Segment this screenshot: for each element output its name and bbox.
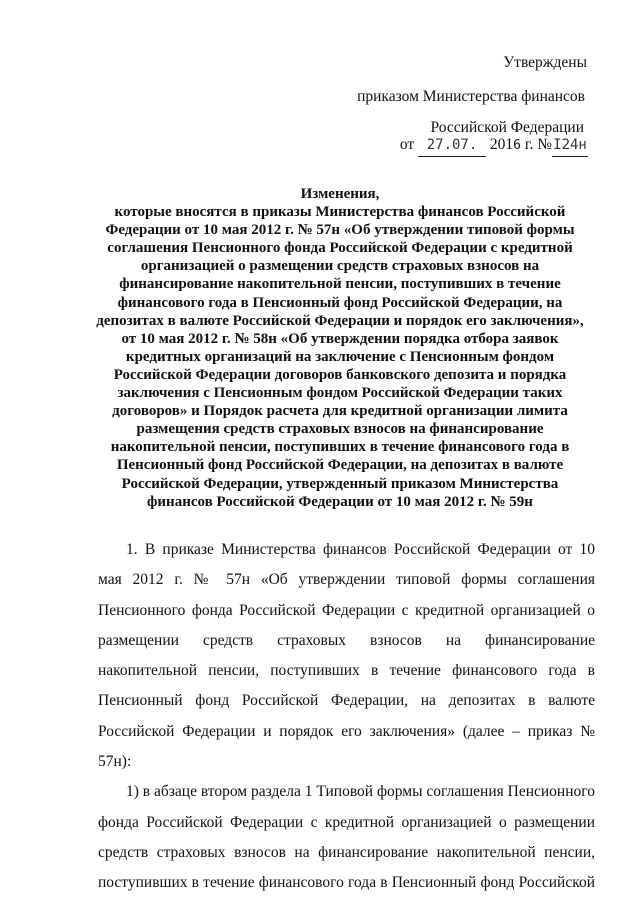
year-suffix: г. № bbox=[524, 136, 552, 153]
approval-date-line bbox=[400, 134, 588, 157]
approval-order-of bbox=[357, 86, 585, 108]
paragraph-1: 1. В приказе Министерства финансов Российской Федерации от 10 мая 2012 г. № 57н «Об утверждении типовой формы соглашения Пенсионного фонда Российской Федерации с кредитной организацией о размещении средств страховых взносов на финансирование накопительной пенсии, поступивших в течение финансового года в Пенсионный фонд Российской Федерации, на депозитах в валюте Российской Федерации и порядок его заключения» (далее – приказ № 57н): bbox=[98, 541, 595, 771]
federation-label: Российской Федерации bbox=[430, 119, 584, 136]
order-number: I24н bbox=[552, 134, 588, 157]
amendments-heading bbox=[95, 185, 585, 511]
year-digit: 6 bbox=[513, 138, 521, 153]
date-value: 27.07. bbox=[418, 134, 486, 157]
approval-approved bbox=[503, 52, 587, 74]
approved-label: Утверждены bbox=[503, 54, 587, 71]
heading-title: Изменения, bbox=[300, 186, 380, 202]
heading-text: которые вносятся в приказы Министерства финансов Российской Федерации от 10 мая 2012 г. № 57н «Об утверждении типовой формы соглашения Пенсионного фонда Российской Федерации с кредитной организацией о размещении средств страховых взносов на финансирование накопительной пенсии, поступивших в течение финансового года в Пенсионный фонд Российской Федерации, на депозитах в валюте Российской Федерации и порядок его заключения», от 10 мая 2012 г. № 58н «Об утверждении порядка отбора заявок кредитных организаций на заключение с Пенсионным фондом Российской Федерации договоров банковского депозита и порядка заключения с Пенсионным фондом Российской Федерации таких договоров» и Порядок расчета для кредитной организации лимита размещения средств страховых взносов на финансирование накопительной пенсии, поступивших в течение финансового года в Пенсионный фонд Российской Федерации, на депозитах в валюте Российской Федерации, утвержденный приказом Министерства финансов Российской Федерации от 10 мая 2012 г. № 59н bbox=[96, 204, 584, 510]
year-prefix: 201 bbox=[489, 136, 514, 153]
body-text bbox=[98, 535, 595, 899]
order-of-label: приказом Министерства финансов bbox=[357, 88, 585, 105]
date-prefix: от bbox=[399, 136, 415, 153]
paragraph-2: 1) в абзаце втором раздела 1 Типовой формы соглашения Пенсионного фонда Российской Федерации с кредитной организацией о размещении средств страховых взносов на финансирование накопительной пенсии, поступивших в течение финансового года в Пенсионный фонд Российской bbox=[98, 783, 595, 892]
